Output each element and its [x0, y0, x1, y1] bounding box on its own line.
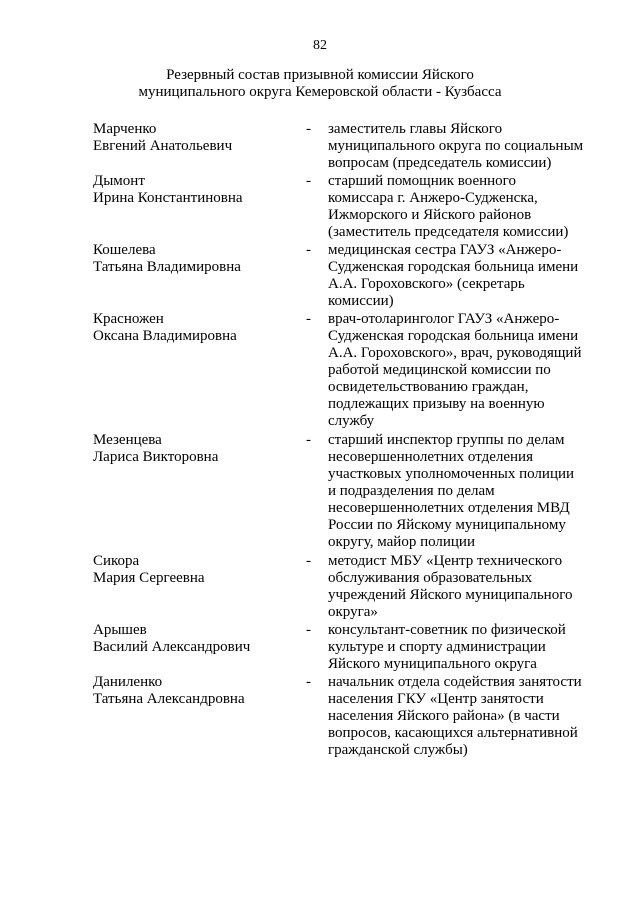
role-line: населения ГКУ «Центр занятости [328, 691, 544, 707]
title-line-2: муниципального округа Кемеровской области - Кузбасса [138, 84, 502, 100]
page-number: 82 [313, 38, 327, 53]
member-name [93, 311, 293, 345]
role-line: вопросов, касающихся альтернативной [328, 725, 578, 741]
member-given-names: Татьяна Владимировна [93, 259, 241, 275]
member-role [328, 622, 596, 673]
member-given-names: Лариса Викторовна [93, 449, 219, 465]
separator-dash: - [306, 173, 311, 189]
role-line: вопросам (председатель комиссии) [328, 155, 552, 171]
member-surname: Арышев [93, 622, 147, 638]
member-given-names: Василий Александрович [93, 639, 251, 655]
role-line: культуре и спорту администрации [328, 639, 546, 655]
member-given-names: Оксана Владимировна [93, 328, 237, 344]
role-line: А.А. Гороховского» (секретарь [328, 276, 525, 292]
role-line: заместитель главы Яйского [328, 121, 503, 137]
member-name [93, 432, 293, 466]
separator-dash: - [306, 121, 311, 137]
role-line: Судженская городская больница имени [328, 328, 579, 344]
role-line: Судженская городская больница имени [328, 259, 579, 275]
role-line: округа» [328, 604, 378, 620]
member-role [328, 121, 596, 172]
separator-dash: - [306, 674, 311, 690]
member-surname: Кошелева [93, 242, 156, 258]
role-line: учреждений Яйского муниципального [328, 587, 573, 603]
member-given-names: Ирина Константиновна [93, 190, 243, 206]
member-surname: Сикора [93, 553, 140, 569]
member-name [93, 121, 293, 155]
role-line: обслуживания образовательных [328, 570, 533, 586]
role-line: А.А. Гороховского», врач, руководящий [328, 345, 582, 361]
role-line: врач-отоларинголог ГАУЗ «Анжеро- [328, 311, 560, 327]
separator-dash: - [306, 553, 311, 569]
member-role [328, 173, 596, 241]
member-role [328, 553, 596, 621]
member-surname: Дымонт [93, 173, 145, 189]
role-line: несовершеннолетних отделения [328, 449, 533, 465]
member-surname: Мезенцева [93, 432, 162, 448]
member-surname: Марченко [93, 121, 157, 137]
separator-dash: - [306, 311, 311, 327]
role-line: службу [328, 413, 375, 429]
member-given-names: Евгений Анатольевич [93, 138, 233, 154]
role-line: комиссии) [328, 293, 394, 309]
role-line: медицинская сестра ГАУЗ «Анжеро- [328, 242, 562, 258]
role-line: консультант-советник по физической [328, 622, 566, 638]
role-line: России по Яйскому муниципальному [328, 517, 566, 533]
role-line: Яйского муниципального округа [328, 656, 537, 672]
separator-dash: - [306, 622, 311, 638]
member-role [328, 311, 596, 430]
role-line: старший инспектор группы по делам [328, 432, 565, 448]
member-name [93, 173, 293, 207]
role-line: несовершеннолетних отделения МВД [328, 500, 570, 516]
member-surname: Даниленко [93, 674, 163, 690]
member-name [93, 674, 293, 708]
role-line: работой медицинской комиссии по [328, 362, 551, 378]
role-line: гражданской службы) [328, 742, 468, 758]
role-line: округу, майор полиции [328, 534, 475, 550]
separator-dash: - [306, 242, 311, 258]
role-line: и подразделения по делам [328, 483, 495, 499]
role-line: населения Яйского района» (в части [328, 708, 560, 724]
member-surname: Красножен [93, 311, 164, 327]
member-role [328, 674, 596, 759]
member-name [93, 553, 293, 587]
role-line: методист МБУ «Центр технического [328, 553, 563, 569]
role-line: начальник отдела содействия занятости [328, 674, 582, 690]
role-line: муниципального округа по социальным [328, 138, 584, 154]
role-line: освидетельствованию граждан, [328, 379, 529, 395]
member-given-names: Татьяна Александровна [93, 691, 245, 707]
role-line: подлежащих призыву на военную [328, 396, 545, 412]
member-role [328, 242, 596, 310]
role-line: комиссара г. Анжеро-Судженска, [328, 190, 538, 206]
role-line: старший помощник военного [328, 173, 516, 189]
role-line: (заместитель председателя комиссии) [328, 224, 569, 240]
member-name [93, 622, 293, 656]
role-line: Ижморского и Яйского районов [328, 207, 532, 223]
member-name [93, 242, 293, 276]
role-line: участковых уполномоченных полиции [328, 466, 575, 482]
separator-dash: - [306, 432, 311, 448]
title-line-1: Резервный состав призывной комиссии Яйского [166, 67, 474, 83]
member-given-names: Мария Сергеевна [93, 570, 205, 586]
member-role [328, 432, 596, 551]
document-title [0, 67, 640, 101]
